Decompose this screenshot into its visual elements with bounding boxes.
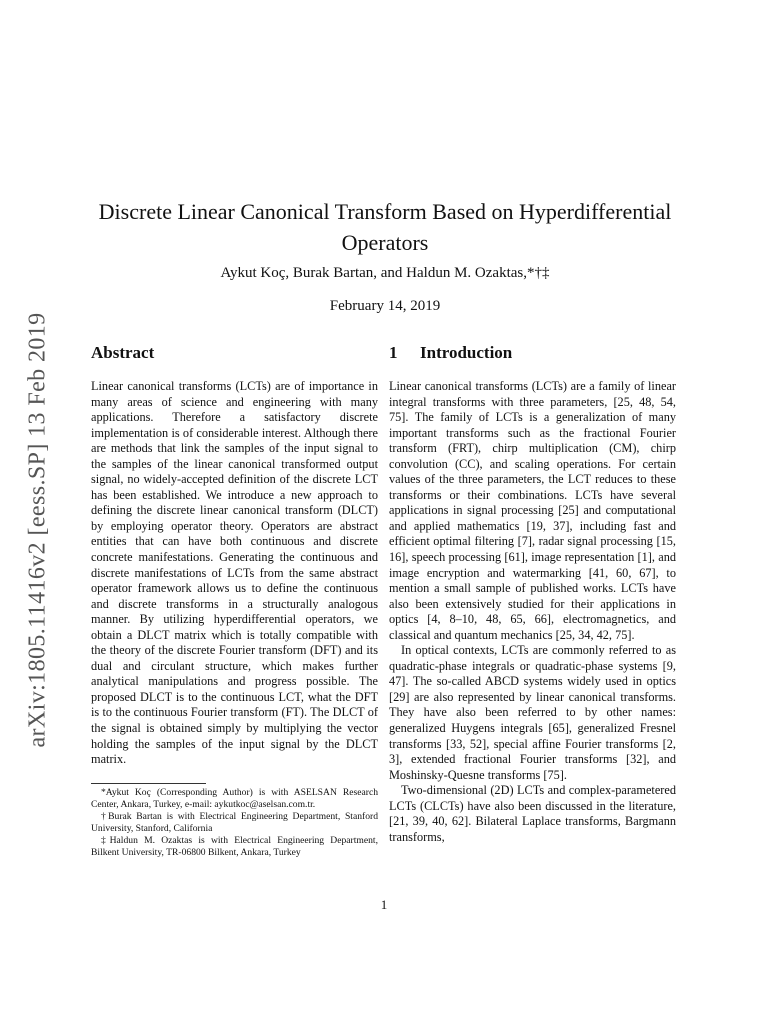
intro-paragraph: In optical contexts, LCTs are commonly referred to as quadratic-phase integrals or quadratic-phase systems [9, 47]. The so-called ABCD systems widely used in optics [29] are also represented by linear canonical transforms. They have also been referred to by other names: generalized Huygens integrals [65], generalized Fresnel transforms [33, 52], special affine Fourier transforms [2, 3], extended fractional Fourier transforms [32], and Moshinsky-Quesne transforms [75].: [389, 643, 676, 782]
author-list: Aykut Koç, Burak Bartan, and Haldun M. Ozaktas,*†‡: [220, 265, 550, 281]
intro-paragraph: Two-dimensional (2D) LCTs and complex-parametered LCTs (CLCTs) have also been discussed in the literature, [21, 39, 40, 62]. Bilateral Laplace transforms, Bargmann transforms,: [389, 783, 676, 844]
footnote-corresponding-author: *Aykut Koç (Corresponding Author) is with ASELSAN Research Center, Ankara, Turkey, e-mail: aykutkoc@aselsan.com.tr.: [91, 787, 378, 810]
footnote-second-author: †Burak Bartan is with Electrical Engineering Department, Stanford University, Stanford, California: [91, 811, 378, 834]
introduction-heading: [389, 342, 676, 364]
intro-paragraph: Linear canonical transforms (LCTs) are a family of linear integral transforms with three parameters, [25, 48, 54, 75]. The family of LCTs is a generalization of many important transforms such as the fractional Fourier transform (FRT), chirp multiplication (CM), chirp convolution (CC), and scaling operations. For certain values of the three parameters, the LCT reduces to these transforms or their combinations. LCTs have several applications in signal processing [25] and computational and applied mathematics [19, 37], including fast and efficient optimal filtering [7], radar signal processing [15, 16], speech processing [61], image representation [1], and image encryption and watermarking [41, 60, 67], to mention a small sample of published works. LCTs have also been extensively studied for their applications in optics [4, 8–10, 48, 65, 66], electromagnetics, and classical and quantum mechanics [25, 34, 42, 75].: [389, 379, 676, 642]
paper-title: [95, 196, 675, 258]
abstract-text: Linear canonical transforms (LCTs) are of importance in many areas of science and engineering with many applications. Therefore a satisfactory discrete implementation is of considerable interest. Although there are methods that link the samples of the input signal to the samples of the linear canonical transformed output signal, no widely-accepted definition of the discrete LCT has been established. We introduce a new approach to defining the discrete linear canonical transform (DLCT) by employing operator theory. Operators are abstract entities that can have both continuous and discrete concrete manifestations. Generating the continuous and discrete manifestations of LCTs from the same abstract operator framework allows us to define the continuous and discrete transforms in a structurally analogous manner. By utilizing hyperdifferential operators, we obtain a DLCT matrix which is totally compatible with the theory of the discrete Fourier transform (DFT) and its dual and circulant structure, which makes further analytical manipulations and progress possible. The proposed DLCT is to the continuous LCT, what the DFT is to the continuous Fourier transform (FT). The DLCT of the signal is obtained simply by multiplying the vector holding the samples of the input signal by the DLCT matrix.: [91, 379, 378, 767]
footnotes: [91, 783, 378, 860]
abstract-heading: Abstract: [91, 343, 155, 362]
title-line-2: Operators: [341, 230, 429, 255]
title-line-1: Discrete Linear Canonical Transform Based on Hyperdifferential: [98, 199, 672, 224]
footnote-third-author: ‡Haldun M. Ozaktas is with Electrical Engineering Department, Bilkent University, TR-06800 Bilkent, Ankara, Turkey: [91, 835, 378, 858]
publication-date: February 14, 2019: [329, 298, 441, 314]
section-title: Introduction: [420, 343, 513, 362]
page-number: 1: [380, 897, 388, 912]
arxiv-identifier-stamp: arXiv:1805.11416v2 [eess.SP] 13 Feb 2019: [24, 312, 51, 748]
abstract-section: [91, 342, 378, 768]
footnote-rule: [91, 783, 206, 784]
introduction-section: [389, 342, 676, 845]
section-number: 1: [389, 343, 398, 362]
